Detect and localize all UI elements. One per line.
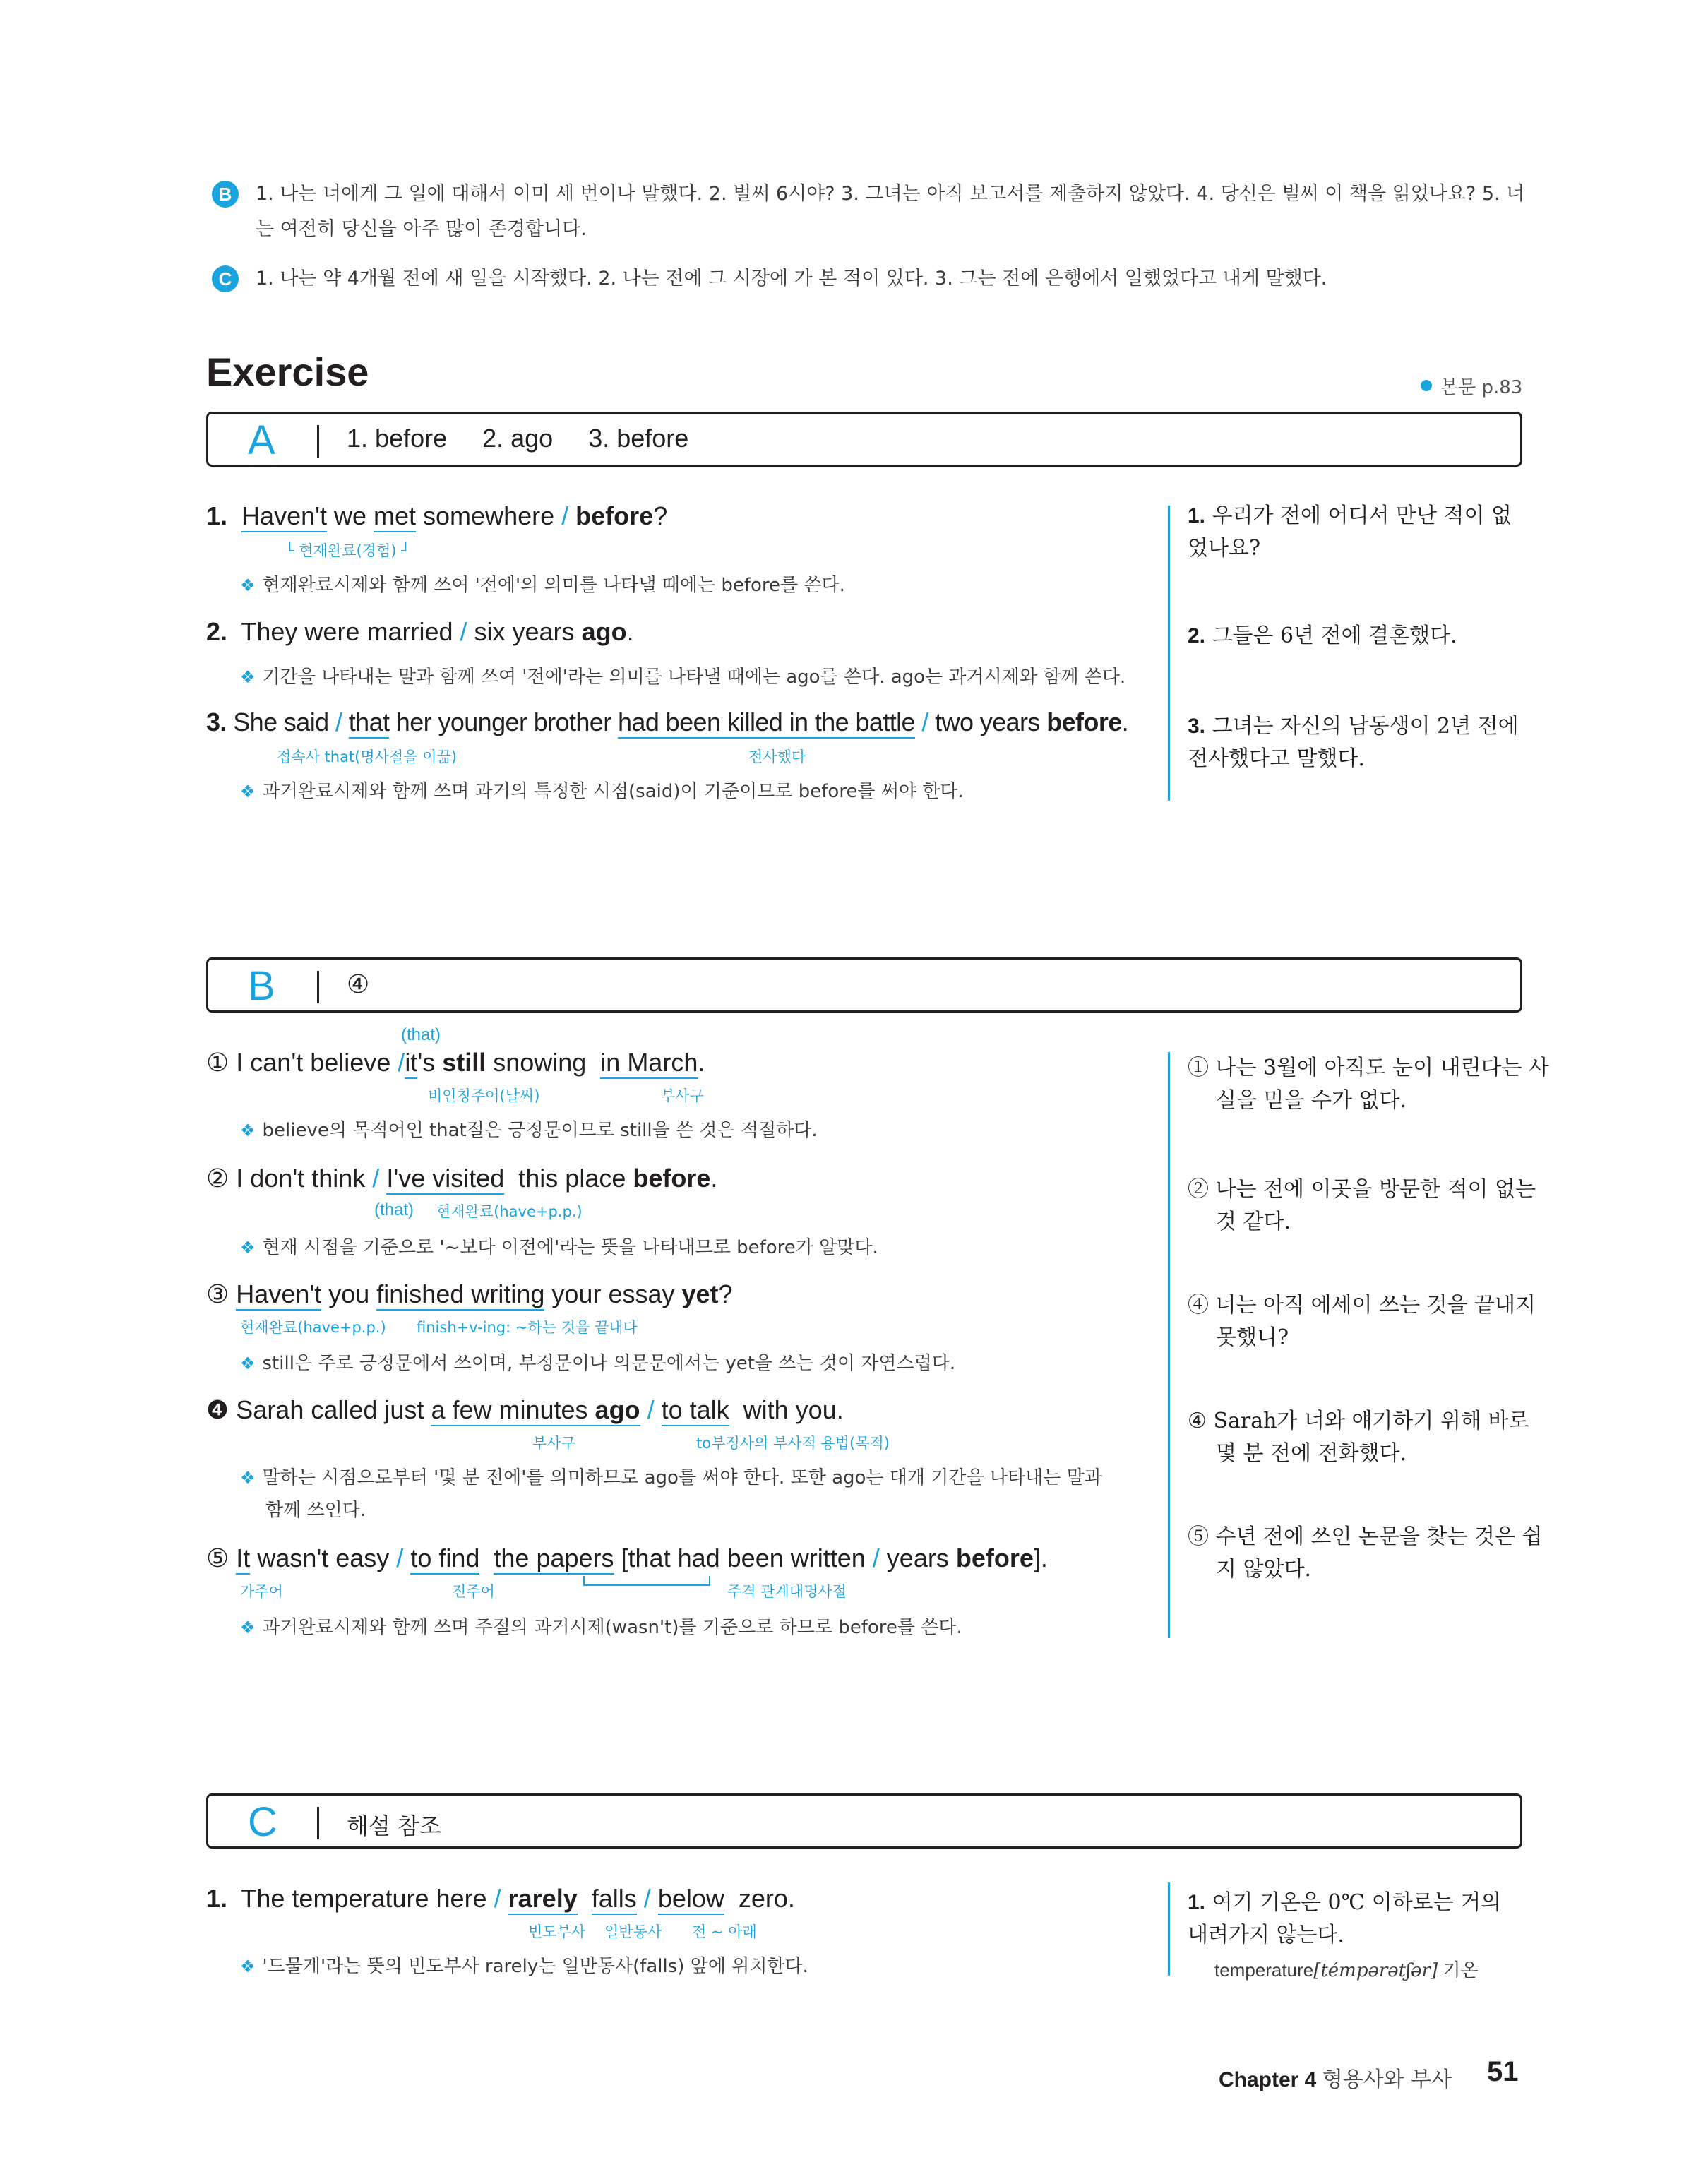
b-item-1-annotation-phrase: 부사구 (661, 1087, 704, 1104)
diamond-bullet-icon: ❖ (240, 782, 256, 801)
b-item-4-translation: ④ Sarah가 너와 얘기하기 위해 바로 몇 분 전에 전화했다. (1188, 1409, 1529, 1466)
c-item-1-sentence: 1. The temperature here / rarely falls / below zero. (206, 1884, 795, 1914)
c-item-1-annotation-falls: 일반동사 (604, 1923, 662, 1940)
b-item-5-annotation-tofind: 진주어 (452, 1583, 495, 1600)
section-c-answer-box (206, 1793, 1522, 1849)
b-item-4-sentence: ❹ Sarah called just a few minutes ago / to talk with you. (206, 1395, 844, 1425)
a-item-2-sentence: 2. They were married / six years ago. (206, 617, 634, 646)
c-item-1-translation: 1. 여기 기온은 0℃ 이하로는 거의 내려가지 않는다. (1188, 1890, 1502, 1947)
section-a-divider-line (1168, 506, 1170, 801)
diamond-bullet-icon: ❖ (240, 1121, 256, 1140)
section-c-divider-line (1168, 1882, 1170, 1976)
divider (317, 425, 319, 458)
b-item-2-note: ❖ 현재 시점을 기준으로 '~보다 이전에'라는 뜻을 나타내므로 before가 알맞다. (240, 1237, 878, 1258)
b-item-4-annotation-infinitive: to부정사의 부사적 용법(목적) (696, 1435, 890, 1452)
footer-chapter: Chapter 4 형용사와 부사 (1219, 2067, 1452, 2092)
diamond-bullet-icon: ❖ (240, 667, 256, 687)
a-item-1-note: ❖ 현재완료시제와 함께 쓰여 '전에'의 의미를 나타낼 때에는 before를 쓴다. (240, 575, 845, 596)
b-item-2-translation: ② 나는 전에 이곳을 방문한 적이 없는 것 같다. (1188, 1177, 1536, 1234)
b-item-2-annotation-perfect: 현재완료(have+p.p.) (436, 1203, 583, 1220)
b-item-1-annotation-it: 비인칭주어(날씨) (428, 1087, 540, 1104)
top-c-line: 1. 나는 약 4개월 전에 새 일을 시작했다. 2. 나는 전에 그 시장에 가 본 적이 있다. 3. 그는 전에 은행에서 일했었다고 내게 말했다. (256, 268, 1327, 289)
section-b-answer-box (206, 957, 1522, 1013)
b-item-2-sentence: ② I don't think / I've visited this place before. (206, 1164, 717, 1193)
diamond-bullet-icon: ❖ (240, 1354, 256, 1373)
diamond-bullet-icon: ❖ (240, 1468, 256, 1488)
page-reference: 본문 p.83 (1440, 377, 1523, 398)
c-item-1-annotation-rarely: 빈도부사 (528, 1923, 586, 1940)
b-item-4-annotation-phrase: 부사구 (532, 1435, 575, 1452)
divider (317, 971, 319, 1003)
diamond-bullet-icon: ❖ (240, 1238, 256, 1258)
a-item-3-annotation-killed: 전사했다 (748, 748, 806, 765)
a-item-3-translation: 3. 그녀는 자신의 남동생이 2년 전에 전사했다고 말했다. (1188, 714, 1519, 771)
b-item-1-note: ❖ believe의 목적어인 that절은 긍정문이므로 still을 쓴 것은 적절하다. (240, 1120, 818, 1141)
b-item-3-note: ❖ still은 주로 긍정문에서 쓰이며, 부정문이나 의문문에서는 yet을 쓰는 것이 자연스럽다. (240, 1353, 956, 1374)
b-item-1-sentence: ① I can't believe /it's still snowing in March. (206, 1048, 705, 1077)
a-item-1-annotation: └ 현재완료(경험) ┘ (285, 542, 410, 559)
diamond-bullet-icon: ❖ (240, 1957, 256, 1976)
b-item-3-translation: ④ 너는 아직 에세이 쓰는 것을 끝내지 못했니? (1188, 1293, 1536, 1350)
divider (317, 1807, 319, 1839)
b-item-5-translation: ⑤ 수년 전에 쓰인 논문을 찾는 것은 쉽지 않았다. (1188, 1524, 1543, 1582)
section-c-answer: 해설 참조 (347, 1813, 441, 1839)
section-b-letter: B (248, 963, 275, 1009)
b-item-1-translation: ① 나는 3월에 아직도 눈이 내린다는 사실을 믿을 수가 없다. (1188, 1056, 1550, 1113)
section-c-letter: C (248, 1799, 277, 1845)
b-item-1-annotation-that: (that) (401, 1025, 441, 1044)
blue-dot-icon (1421, 380, 1432, 391)
page-number: 51 (1487, 2056, 1519, 2087)
a-item-1-translation: 1. 우리가 전에 어디서 만난 적이 없었나요? (1188, 503, 1512, 561)
b-item-5-sentence: ⑤ It wasn't easy / to find the papers [that had been written / years before]. (206, 1544, 1048, 1573)
top-b-line1: 1. 나는 너에게 그 일에 대해서 이미 세 번이나 말했다. 2. 벌써 6시야? 3. 그녀는 아직 보고서를 제출하지 않았다. 4. 당신은 벌써 이 책을 읽었나요? 5. 너 (256, 183, 1525, 205)
b-item-5-annotation-it: 가주어 (240, 1583, 283, 1600)
badge-c-icon: C (212, 265, 239, 292)
c-item-1-vocab: temperature[témpərətʃər] 기온 (1214, 1959, 1479, 1981)
b-item-2-annotation-that: (that) (374, 1200, 414, 1219)
exercise-title: Exercise (206, 350, 369, 394)
b-item-3-sentence: ③ Haven't you finished writing your essay yet? (206, 1279, 733, 1309)
section-b-divider-line (1168, 1052, 1170, 1638)
b-item-5-note: ❖ 과거완료시제와 함께 쓰며 주절의 과거시제(wasn't)를 기준으로 하므로 before를 쓴다. (240, 1617, 962, 1638)
b-item-3-annotation-perfect: 현재완료(have+p.p.) (240, 1319, 386, 1336)
a-item-2-translation: 2. 그들은 6년 전에 결혼했다. (1188, 623, 1457, 648)
section-a-answers: 1. before 2. ago 3. before (347, 424, 689, 453)
b-item-5-annotation-relative: 주격 관계대명사절 (727, 1583, 847, 1600)
top-b-line2: 는 여전히 당신을 아주 많이 존경합니다. (256, 218, 587, 240)
section-a-letter: A (248, 417, 275, 463)
c-item-1-annotation-below: 전 ~ 아래 (692, 1923, 757, 1940)
b-item-3-annotation-finish: finish+v-ing: ~하는 것을 끝내다 (417, 1319, 638, 1336)
b-item-4-note-line2: 함께 쓰인다. (265, 1500, 366, 1521)
a-item-3-annotation-that: 접속사 that(명사절을 이끎) (277, 748, 457, 765)
section-b-answer: ④ (347, 969, 370, 998)
badge-b-icon: B (212, 181, 239, 208)
b-item-5-bracket-line (583, 1576, 710, 1586)
section-a-answer-box (206, 412, 1522, 467)
diamond-bullet-icon: ❖ (240, 575, 256, 595)
c-item-1-note: ❖ '드물게'라는 뜻의 빈도부사 rarely는 일반동사(falls) 앞에 위치한다. (240, 1956, 808, 1977)
b-item-4-note-line1: ❖ 말하는 시점으로부터 '몇 분 전에'를 의미하므로 ago를 써야 한다. 또한 ago는 대개 기간을 나타내는 말과 (240, 1467, 1102, 1488)
a-item-2-note: ❖ 기간을 나타내는 말과 함께 쓰여 '전에'라는 의미를 나타낼 때에는 ago를 쓴다. ago는 과거시제와 함께 쓴다. (240, 667, 1126, 688)
a-item-3-sentence: 3. She said / that her younger brother had been killed in the battle / two years before. (206, 708, 1128, 737)
a-item-1-sentence: 1. Haven't we met somewhere / before? (206, 501, 667, 531)
a-item-3-note: ❖ 과거완료시제와 함께 쓰며 과거의 특정한 시점(said)이 기준이므로 before를 써야 한다. (240, 781, 964, 802)
diamond-bullet-icon: ❖ (240, 1618, 256, 1637)
